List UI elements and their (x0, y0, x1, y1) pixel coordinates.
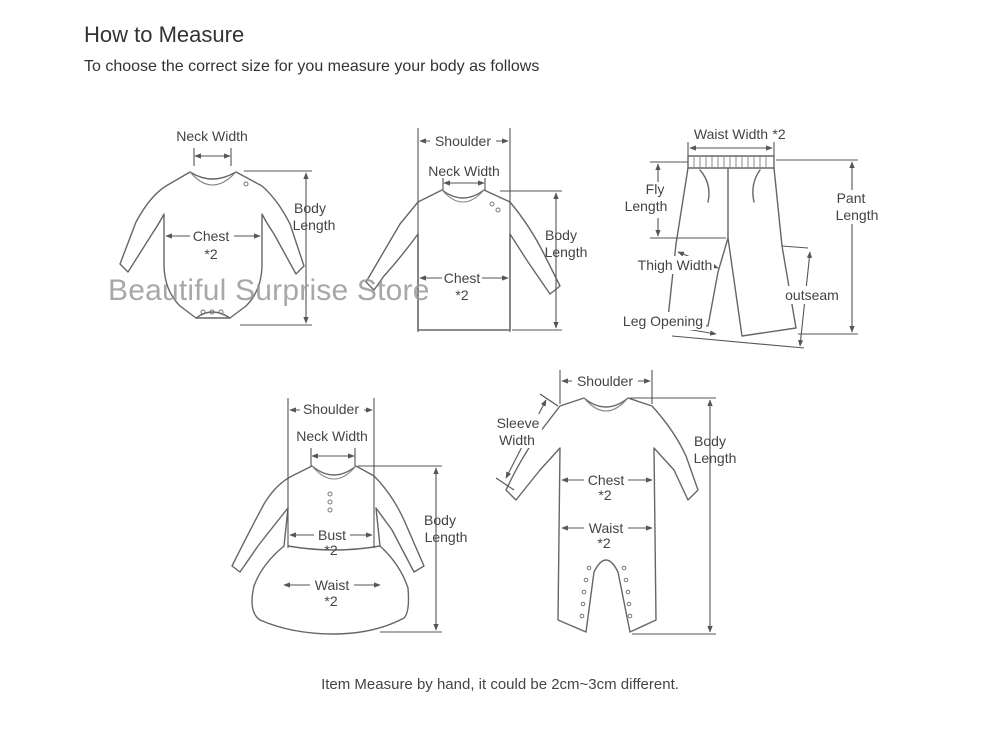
pants-waistband-rib (694, 157, 766, 167)
dress-body-length-label: Body (424, 512, 456, 528)
romper-body-length-label: Body (694, 433, 726, 449)
romper-body-length-label: Length (693, 450, 737, 466)
tshirt-chest-mult: *2 (455, 287, 469, 303)
pants-fly-length-label: Fly (645, 181, 665, 197)
bodysuit-body-length-label: Body (294, 200, 326, 216)
bodysuit-body-length-label: Length (292, 217, 336, 233)
dress-collar (312, 466, 356, 479)
romper-diagram (494, 370, 736, 634)
romper-snap (582, 590, 586, 594)
tshirt-outline (366, 190, 560, 330)
pants-length-label: Length (835, 207, 879, 223)
page-subtitle: To choose the correct size for you measure your body as follows (84, 58, 540, 75)
romper-sleeve-width-label: Sleeve (496, 415, 540, 431)
romper-chest-mult: *2 (598, 487, 612, 503)
tshirt-body-length-label: Body (545, 227, 577, 243)
pants-outseam-ext (782, 246, 808, 248)
romper-snap (628, 614, 632, 618)
pants-outline (668, 168, 796, 336)
romper-sleeve-tick (540, 394, 558, 406)
tshirt-shoulder-label: Shoulder (434, 133, 492, 149)
dress-button (328, 492, 332, 496)
dress-bust-mult: *2 (324, 542, 338, 558)
pants-pocket (700, 170, 709, 202)
tshirt-collar (442, 190, 484, 202)
romper-chest-label: Chest (587, 472, 625, 488)
pants-thigh-width-label: Thigh Width (637, 257, 713, 273)
romper-snap (580, 614, 584, 618)
pants-waist-width-label: Waist Width (693, 126, 769, 142)
romper-snap (584, 578, 588, 582)
romper-waist-label: Waist (588, 520, 624, 536)
dress-button (328, 508, 332, 512)
dress-waist-mult: *2 (324, 593, 338, 609)
bodysuit-chest-label: Chest (192, 228, 230, 244)
romper-snap (627, 602, 631, 606)
pants-length-label: Pant (836, 190, 866, 206)
tshirt-chest-label: Chest (443, 270, 481, 286)
dress-diagram (232, 398, 467, 634)
dress-shoulder-label: Shoulder (302, 401, 360, 417)
tshirt-shoulder-button (496, 208, 500, 212)
pants-leg-opening-label: Leg Opening (622, 313, 704, 329)
pants-hem-ext (672, 336, 804, 348)
pants-waist-mult: *2 (772, 126, 786, 142)
dress-neck-width-label: Neck Width (296, 428, 368, 444)
pants-waistband (688, 156, 774, 168)
pants-diagram (620, 126, 882, 348)
pants-outseam-label: outseam (785, 287, 839, 303)
dress-waist-label: Waist (314, 577, 350, 593)
dress-bust-label: Bust (317, 527, 347, 543)
romper-snap (581, 602, 585, 606)
romper-shoulder-label: Shoulder (576, 373, 634, 389)
tshirt-shoulder-button (490, 202, 494, 206)
romper-snap (622, 566, 626, 570)
dress-body-length-label: Length (424, 529, 468, 545)
romper-sleeve-width-label: Width (499, 432, 535, 448)
romper-snap (626, 590, 630, 594)
tshirt-body-length-label: Length (544, 244, 588, 260)
pants-fly-length-label: Length (624, 198, 668, 214)
bodysuit-neck-width-label: Neck Width (176, 128, 248, 144)
measurement-footnote: Item Measure by hand, it could be 2cm~3cm different. (321, 676, 679, 693)
romper-snap (624, 578, 628, 582)
romper-waist-mult: *2 (597, 535, 611, 551)
romper-snap (587, 566, 591, 570)
store-watermark: Beautiful Surprise Store (108, 274, 430, 307)
page-title: How to Measure (84, 22, 245, 47)
bodysuit-shoulder-snap (244, 182, 248, 186)
dress-button (328, 500, 332, 504)
pants-pocket (753, 170, 760, 202)
bodysuit-chest-mult: *2 (204, 246, 218, 262)
tshirt-neck-width-label: Neck Width (428, 163, 500, 179)
